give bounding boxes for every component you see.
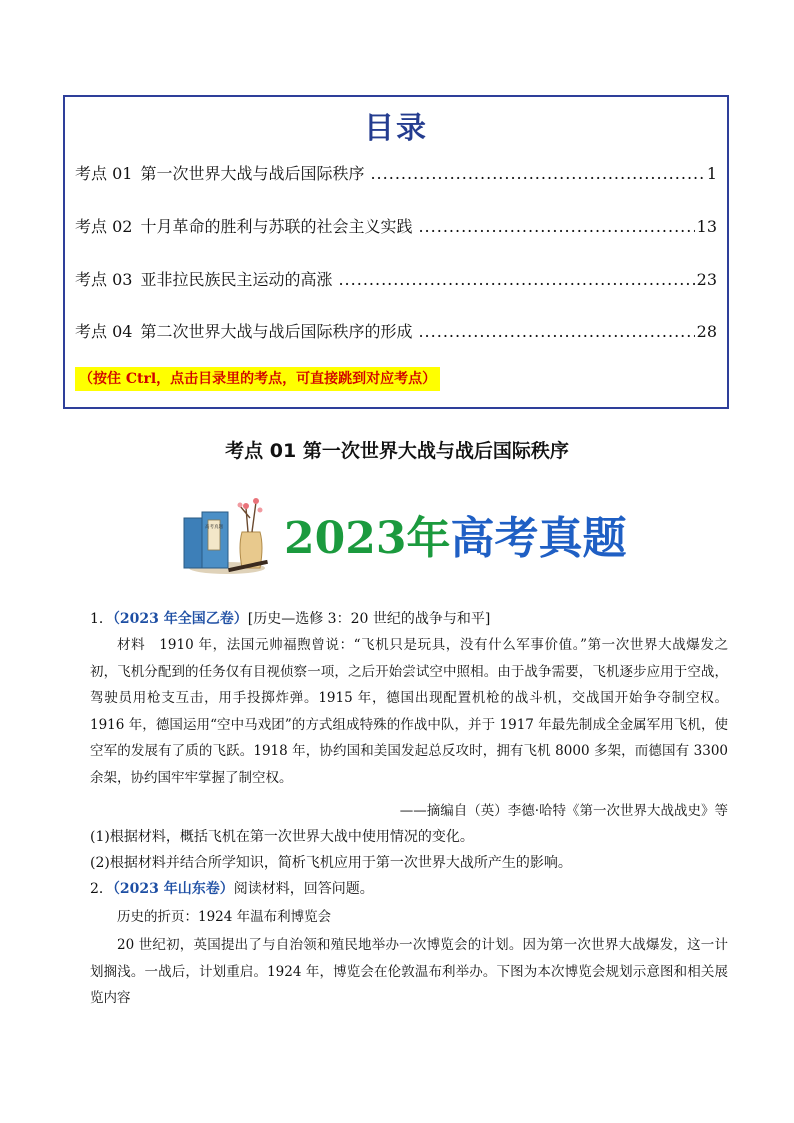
books-icon [182,488,272,578]
toc-item-page: 23 [696,270,717,289]
banner-rest: 高考真题 [450,513,627,564]
toc-leader-dots [338,270,694,289]
toc-item-code: 考点 01 [75,164,133,183]
book-label: 高考真题 [205,525,223,530]
question-1-sub-2: (2)根据材料并结合所学知识，简析飞机应用于第一次世界大战所产生的影响。 [90,855,572,871]
banner-title [284,502,626,566]
toc-hint: （按住 Ctrl，点击目录里的考点，可直接跳到对应考点） [75,367,440,391]
toc-item-page: 1 [706,164,717,183]
question-1-material: 材料 1910 年，法国元帅福煦曾说：“飞机只是玩具，没有什么军事价值。”第一次世界大战爆发之初，飞机分配到的任务仅有目视侦察一项，之后开始尝试空中照相。由于战争需要，飞机逐步应用于空战，驾驶员用枪支互击，用手投掷炸弹。1915 年，德国出现配置机枪的战斗机，交战国开始争夺制空权。1916 年，德国运用“空中马戏团”的方式组成特殊的作战中队，并于 1917 年最先制成全金属军用飞机，使空军的发展有了质的飞跃。1918 年，协约国和美国发起总反攻时，拥有飞机 8000 多架，而德国有 3300 余架，协约国牢牢掌握了制空权。 [90,637,728,786]
question-2-material: 20 世纪初，英国提出了与自治领和殖民地举办一次博览会的计划。因为第一次世界大战爆发，这一计划搁浅。一战后，计划重启。1924 年，博览会在伦敦温布利举办。下图为本次博览会规划示意图和相关展览内容 [90,937,728,1006]
question-number: 1． [90,611,113,627]
section-heading: 考点 01 第一次世界大战与战后国际秩序 [225,440,569,462]
question-1-attribution: ——摘编自（英）李德·哈特《第一次世界大战战史》等 [399,803,728,819]
toc-item-code: 考点 02 [75,217,133,236]
toc-item-4[interactable] [75,319,717,343]
toc-title: 目录 [364,111,428,146]
toc-item-title: 十月革命的胜利与苏联的社会主义实践 [140,217,413,236]
toc-item-3[interactable] [75,267,717,291]
question-1-sub-1: (1)根据材料，概括飞机在第一次世界大战中使用情况的变化。 [90,829,474,845]
question-source: （2023 年全国乙卷） [112,611,248,627]
banner-year: 2023年 [284,513,451,564]
toc-item-title: 第二次世界大战与战后国际秩序的形成 [140,322,413,341]
toc-item-1[interactable] [75,161,717,185]
toc-leader-dots [418,217,694,236]
toc-leader-dots [418,322,694,341]
question-1-header [90,606,728,632]
question-2-header [90,876,728,902]
toc-leader-dots [370,164,704,183]
toc-item-page: 13 [696,217,717,236]
question-topic: [历史—选修 3：20 世纪的战争与和平] [247,611,491,627]
toc-item-title: 第一次世界大战与战后国际秩序 [140,164,365,183]
toc-item-code: 考点 03 [75,270,133,289]
question-instruction: 阅读材料，回答问题。 [233,881,374,897]
question-2-heading: 历史的折页：1924 年温布利博览会 [117,909,332,925]
question-source: （2023 年山东卷） [112,881,234,897]
question-number: 2． [90,881,113,897]
toc-item-code: 考点 04 [75,322,133,341]
table-of-contents [63,95,729,409]
toc-item-page: 28 [696,322,717,341]
toc-item-2[interactable] [75,214,717,238]
toc-item-title: 亚非拉民族民主运动的高涨 [140,270,333,289]
